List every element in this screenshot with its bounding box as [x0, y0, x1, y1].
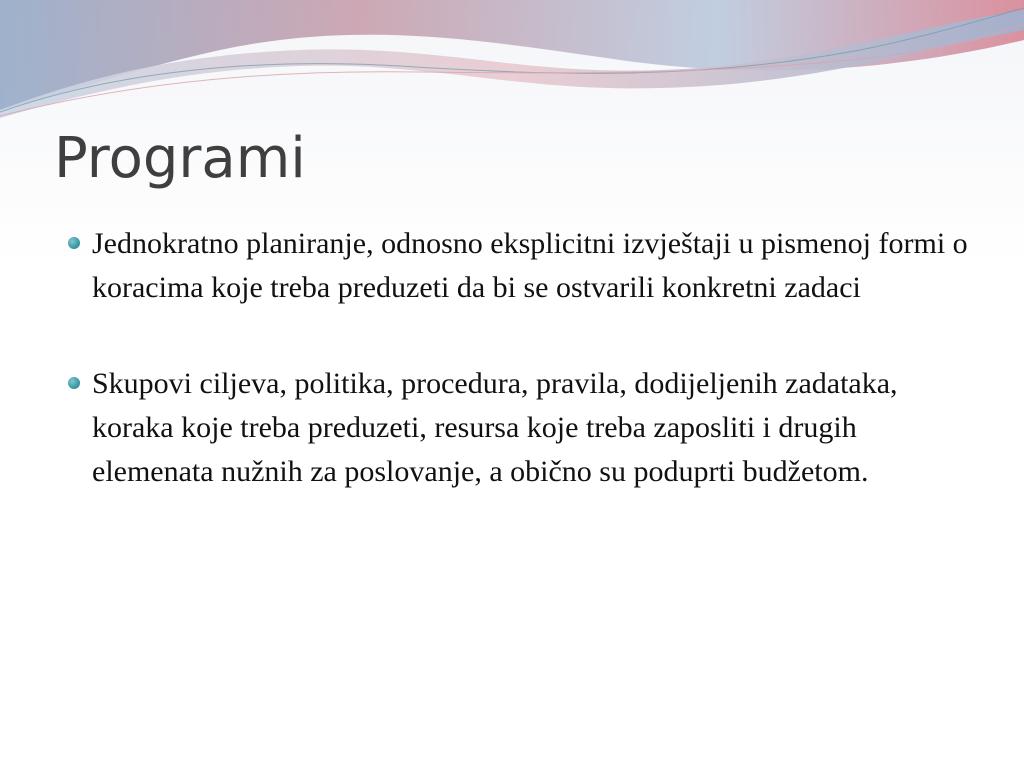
bullet-list [64, 222, 984, 546]
bullet-text: Skupovi ciljeva, politika, procedura, pravila, dodijeljenih zadataka, koraka koje treba preduzeti, resursa koje treba zaposliti i drugih elemenata nužnih za poslovanje, a obično su poduprti budžetom. [92, 367, 898, 488]
decorative-wave-banner [0, 0, 1024, 120]
slide-title: Programi [54, 126, 306, 191]
bullet-dot-icon [68, 237, 80, 249]
bullet-dot-icon [68, 377, 80, 389]
list-item [64, 362, 984, 494]
list-item [64, 222, 984, 310]
bullet-text: Jednokratno planiranje, odnosno eksplicitni izvještaji u pismenoj formi o koracima koje treba preduzeti da bi se ostvarili konkretni zadaci [92, 227, 968, 304]
